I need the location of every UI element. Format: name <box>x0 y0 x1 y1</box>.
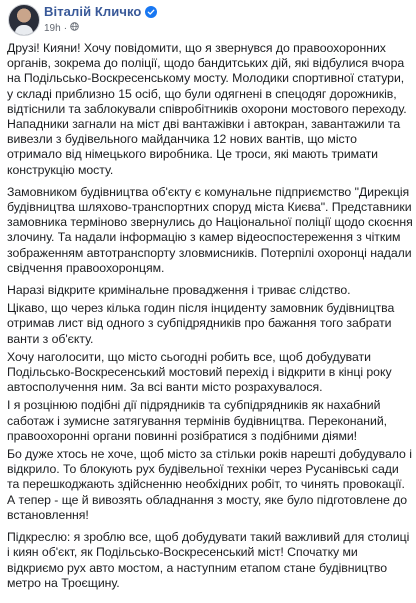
globe-icon[interactable] <box>70 22 79 34</box>
author-row <box>44 4 157 19</box>
post-paragraph: Цікаво, що через кілька годин після інциденту замовник будівництва отримав лист від одного з субпідрядників про бажання того забрати ванти з об'єкту. <box>7 301 395 346</box>
verified-badge-icon <box>145 6 157 18</box>
post-meta <box>44 22 79 34</box>
avatar[interactable] <box>8 4 40 36</box>
post-paragraph: Наразі відкрите кримінальне провадження і триває слідство. <box>7 283 351 298</box>
meta-separator: · <box>63 22 68 34</box>
post-paragraph: Друзі! Кияни! Хочу повідомити, що я звернувся до правоохоронних органів, зокрема до поліції, щодо бандитських дій, які відбулися вчора на Подільсько-Воскресенському мосту. Молодики спортивної статури, у складі приблизно 15 осіб, що були одягнені в спецодяг дорожників, відтіснили та заблокували співробітників охорони мостового переходу. Нападники загнали на міст дві вантажівки і автокран, завантажили та вивезли з будівельного майданчика 12 нових вантів, що місто отримало від німецького виробника. Це троси, які мають тримати конструкцію мосту. <box>7 41 407 177</box>
post-paragraph: І я розцінюю подібні дії підрядників та субпідрядників як нахабний саботаж і зумисне затягування термінів будівництва. Переконаний, правоохоронні органи повинні розібратися з подібними діями! <box>7 398 388 443</box>
post-paragraph: Бо дуже хтось не хоче, щоб місто за стільки років нарешті добудувало і відкрило. То блокують рух будівельної техніки через Русанівські сади та перешкоджають здійсненню необхідних робіт, то чинять провокації. А тепер - ще й вивозять обладнання з мосту, яке було підготовлене до встановлення! <box>7 447 412 522</box>
post-body <box>7 41 413 598</box>
post-paragraph: Замовником будівництва об'єкту є комунальне підприємство "Дирекція будівництва шляхово-транспортних споруд міста Києва". Представники замовника терміново звернулись до Національної поліції щодо скоєння злочину. Та надали інформацію з камер відеоспостереження з чітким зображенням автотранспорту зловмисників. Потерпілі охоронці надали свідчення правоохоронцям. <box>7 184 413 275</box>
post-paragraph: Підкреслю: я зроблю все, щоб добудувати такий важливий для столиці і киян об'єкт, як Подільсько-Воскресенський міст! Спочатку ми відкриємо рух авто мостом, а наступним етапом стане будівництво метро на Троєщину. <box>7 530 410 590</box>
post-paragraph: Хочу наголосити, що місто сьогодні робить все, щоб добудувати Подільсько-Воскресенський мостовий перехід і відкрити в кінці року автосполучення ним. За всі ванти місто розрахувалося. <box>7 349 392 395</box>
post-header <box>0 0 416 40</box>
post-time-link[interactable]: 19h <box>44 22 61 34</box>
avatar-shirt-shape <box>15 25 33 35</box>
author-name-link[interactable]: Віталій Кличко <box>44 4 142 19</box>
